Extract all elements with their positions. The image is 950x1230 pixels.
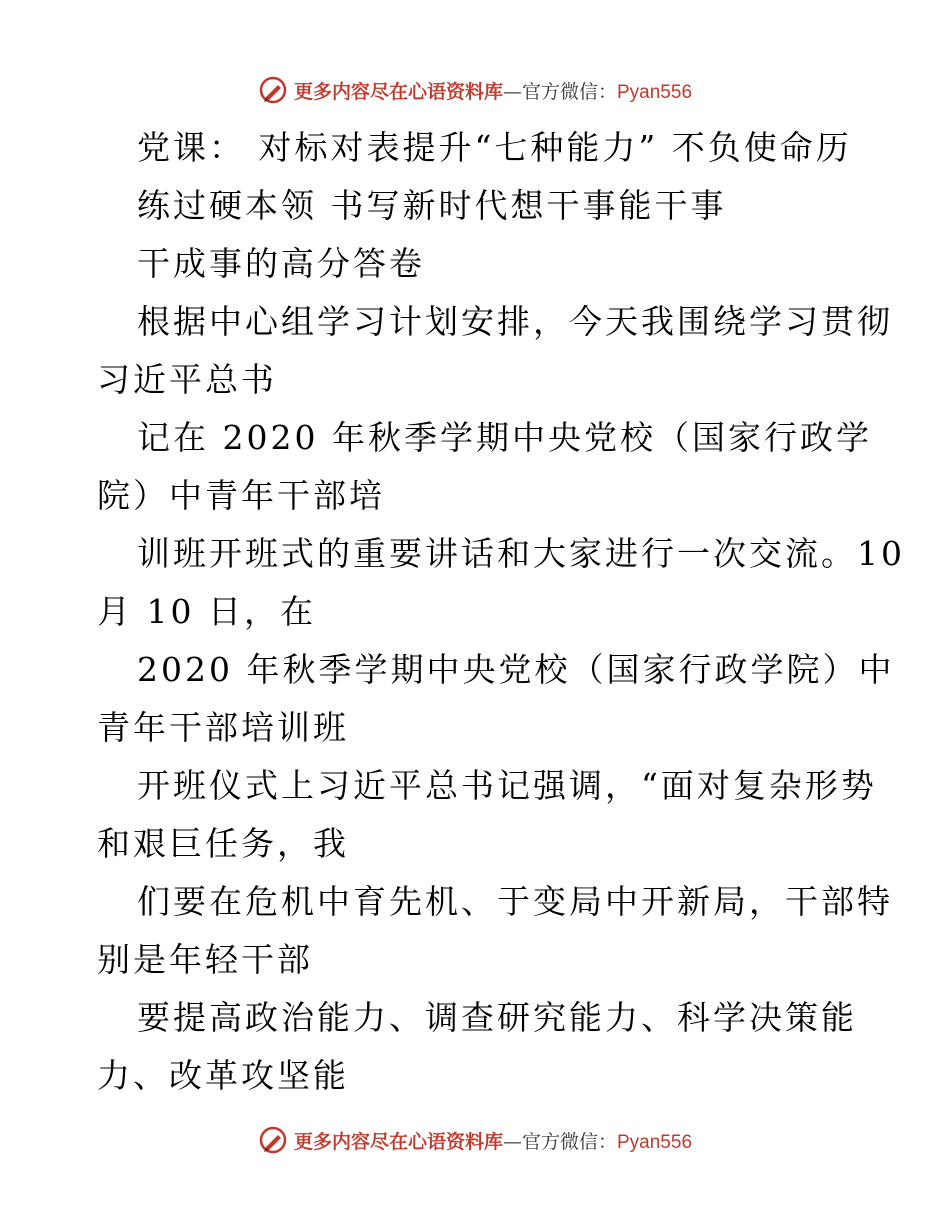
watermark-label: 官方微信： <box>521 80 617 103</box>
watermark-dash: — <box>502 1130 522 1153</box>
watermark-id: Pyan556 <box>617 1131 693 1153</box>
title-line-3: 干成事的高分答卷 <box>137 244 425 283</box>
paragraph-line: 院）中青年干部培 <box>97 476 385 515</box>
paragraph-line: 2020 年秋季学期中央党校（国家行政学院）中 <box>137 650 895 689</box>
paragraph-line: 要提高政治能力、调查研究能力、科学决策能 <box>137 998 857 1037</box>
paragraph-line: 们要在危机中育先机、于变局中开新局，干部特 <box>137 882 893 921</box>
watermark-brand: 更多内容尽在心语资料库 <box>293 1130 503 1153</box>
paragraph-line: 和艰巨任务，我 <box>97 824 349 863</box>
paragraph-line: 习近平总书 <box>97 360 277 399</box>
paragraph-line: 青年干部培训班 <box>97 708 349 747</box>
watermark-dash: — <box>502 80 522 103</box>
paragraph-line: 记在 2020 年秋季学期中央党校（国家行政学 <box>137 418 872 457</box>
paragraph-line: 训班开班式的重要讲话和大家进行一次交流。10 <box>137 534 905 573</box>
title-line-2: 练过硬本领 书写新时代想干事能干事 <box>137 186 727 225</box>
pen-logo-icon <box>258 1125 288 1155</box>
watermark-header <box>0 70 950 110</box>
title-line-1: 党课： 对标对表提升“七种能力” 不负使命历 <box>137 128 852 167</box>
pen-logo-icon <box>258 75 288 105</box>
watermark-text <box>294 77 692 104</box>
paragraph-line: 根据中心组学习计划安排，今天我围绕学习贯彻 <box>137 302 893 341</box>
paragraph-line: 别是年轻干部 <box>97 940 313 979</box>
paragraph-line: 力、改革攻坚能 <box>97 1056 349 1095</box>
watermark-text <box>294 1127 692 1154</box>
paragraph-line: 开班仪式上习近平总书记强调，“面对复杂形势 <box>137 766 877 805</box>
watermark-brand: 更多内容尽在心语资料库 <box>293 80 503 103</box>
watermark-id: Pyan556 <box>617 81 693 103</box>
watermark-footer <box>0 1120 950 1160</box>
paragraph-line: 月 10 日，在 <box>97 592 316 631</box>
watermark-label: 官方微信： <box>521 1130 617 1153</box>
